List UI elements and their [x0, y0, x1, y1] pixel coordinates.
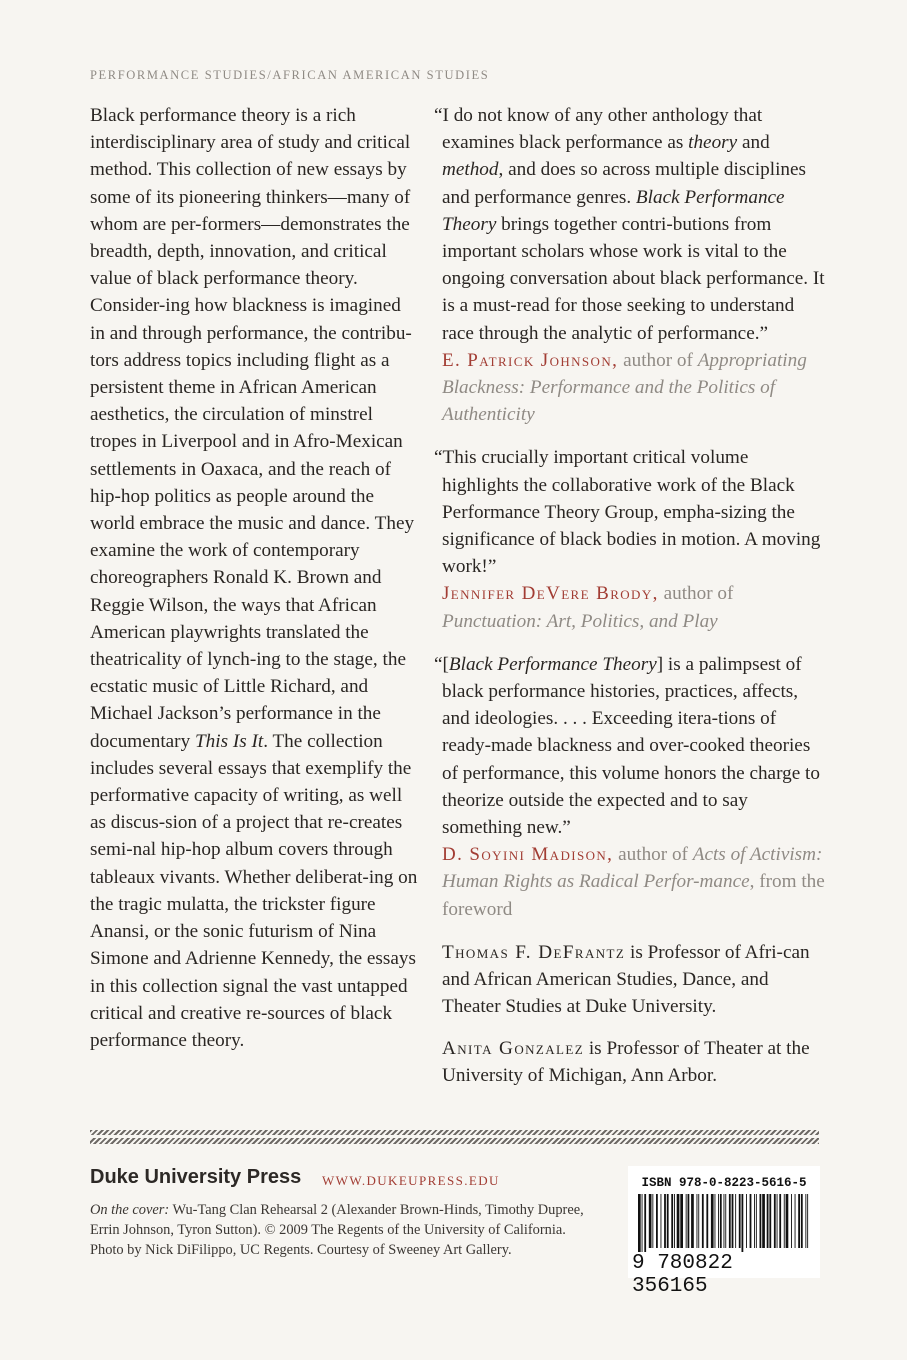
blurb-brody [434, 444, 829, 634]
barcode-bar [674, 1194, 675, 1248]
category-label: PERFORMANCE STUDIES/AFRICAN AMERICAN STUDIES [90, 68, 490, 82]
cover-credit-label: On the cover: [90, 1202, 170, 1218]
barcode-bar [671, 1194, 673, 1248]
blurb-book: Acts of Activism: Human Rights as Radical Perfor-mance [442, 844, 823, 893]
barcode-bar [769, 1194, 771, 1248]
barcode-bar [718, 1194, 719, 1248]
publisher-name: Duke University Press [90, 1166, 302, 1188]
blurb-quote: “[Black Performance Theory] is a palimpsest of black performance histories, practices, affects, and ideologies. . . . Exceeding itera-tions of ready-made blackness and over-cooked theories of performance, this volume honors the charge to theorize outside the expected and to say something new.” [434, 653, 820, 839]
editor-bio-defrantz: Thomas F. DeFrantz is Professor of Afri-can and African American Studies, Dance, and Theater Studies at Duke University. [442, 941, 810, 1018]
barcode-bar [661, 1194, 662, 1248]
decorative-divider [90, 1130, 819, 1144]
barcode-bar [697, 1194, 698, 1248]
barcode-bar [756, 1194, 757, 1248]
barcode-bar [729, 1194, 731, 1248]
barcode-bar [652, 1194, 653, 1248]
barcode-bar [664, 1194, 666, 1248]
barcode-bar [779, 1194, 781, 1248]
editor-name: Anita Gonzalez [442, 1037, 585, 1059]
blurb-attribution: Jennifer DeVere Brody, author of Punctuation: Art, Politics, and Play [442, 583, 734, 632]
blurb-attribution: D. Soyini Madison, author of Acts of Activism: Human Rights as Radical Perfor-mance, from the foreword [442, 844, 825, 920]
editor-bio-gonzalez: Anita Gonzalez is Professor of Theater at the University of Michigan, Ann Arbor. [442, 1037, 810, 1086]
barcode-bar [774, 1194, 776, 1248]
barcode-bar [724, 1194, 725, 1248]
barcode-bar [807, 1194, 808, 1248]
barcode-bar [754, 1194, 755, 1248]
barcode-bar [805, 1194, 806, 1248]
barcode-bar [638, 1194, 641, 1252]
isbn-barcode [628, 1166, 820, 1298]
blurb-author: D. Soyini Madison, [442, 844, 614, 866]
barcode-bar [720, 1194, 722, 1248]
barcode-bar [702, 1194, 704, 1248]
blurb-author: E. Patrick Johnson, [442, 349, 619, 371]
barcode-bar [715, 1194, 716, 1248]
barcode-bar [642, 1194, 643, 1252]
barcode-bars [636, 1194, 812, 1252]
barcode-bar [791, 1194, 792, 1248]
blurb-johnson [434, 102, 829, 428]
barcode-bar [786, 1194, 789, 1248]
barcode-bar [767, 1194, 769, 1248]
isbn-number: ISBN 978-0-8223-5616-5 [641, 1176, 807, 1190]
barcode-bar [680, 1194, 683, 1248]
barcode-bar [711, 1194, 714, 1248]
description-paragraph: Black performance theory is a rich interdisciplinary area of study and critical method. This collection of new essays by some of its pioneering thinkers—many of whom are per-formers—demonstrates the breadth, depth, innovation, and critical value of black performance theory. Consider-ing how blackness is imagined in and through performance, the contribu-tors address topics including flight as a persistent theme in African American aesthetics, the circulation of minstrel tropes in Liverpool and in Afro-Mexican settlements in Oaxaca, and the reach of hip-hop politics as people around the world embrace the music and dance. They examine the work of contemporary choreographers Ronald K. Brown and Reggie Wilson, the ways that African American playwrights translated the theatricality of lynch-ing to the stage, the ecstatic music of Little Richard, and Michael Jackson’s performance in the documentary This Is It. The collection includes several essays that exemplify the performative capacity of writing, as well as discus-sion of a project that re-creates semi-nal hip-hop album covers through tableaux vivants. Whether deliberat-ing on the tragic mulatta, the trickster figure Anansi, or the sonic futurism of Nina Simone and Adrienne Kennedy, the essays in this collection signal the vast untapped critical and creative re-sources of black performance theory. [90, 105, 418, 1051]
blurb-book: Appropriating Blackness: Performance and the Politics of Authenticity [442, 349, 807, 426]
barcode-bar [691, 1194, 694, 1248]
endorsements-column [434, 102, 829, 1103]
barcode-bar [746, 1194, 747, 1248]
film-title: This Is It [194, 730, 264, 752]
barcode-digits: 9 780822 356165 [632, 1252, 733, 1298]
blurb-madison [434, 651, 829, 923]
barcode-bar [750, 1194, 752, 1248]
barcode-bar [784, 1194, 785, 1248]
publisher-website[interactable]: WWW.DUKEUPRESS.EDU [322, 1173, 500, 1188]
blurb-quote: “I do not know of any other anthology that examines black performance as theory and method, and does so across multiple disciplines and performance genres. Black Performance Theory brings together contri-butions from important scholars whose work is vital to the ongoing conversation about black performance. It is a must-read for those seeking to understand race through the analytic of performance.” [434, 105, 825, 344]
editor-name: Thomas F. DeFrantz [442, 941, 626, 963]
barcode-bar [739, 1194, 741, 1248]
blurb-quote: “This crucially important critical volume highlights the collaborative work of the Black Performance Theory Group, empha-sizing the significance of black bodies in motion. A moving work!” [434, 447, 821, 578]
book-description [90, 102, 420, 1054]
barcode-bar [795, 1194, 796, 1248]
barcode-bar [686, 1194, 687, 1248]
barcode-bar [732, 1194, 734, 1248]
barcode-bar [735, 1194, 736, 1248]
barcode-bar [688, 1194, 690, 1248]
barcode-bar [656, 1194, 658, 1248]
barcode-bar [742, 1194, 744, 1252]
blurb-author: Jennifer DeVere Brody, [442, 583, 659, 605]
barcode-bar [777, 1194, 778, 1248]
barcode-bar [698, 1194, 699, 1248]
barcode-bar [644, 1194, 646, 1252]
barcode-bar [760, 1194, 762, 1248]
barcode-bar [706, 1194, 708, 1248]
blurb-book: Punctuation: Art, Politics, and Play [442, 610, 718, 632]
barcode-bar [667, 1194, 669, 1248]
barcode-bar [762, 1194, 765, 1248]
barcode-bar [649, 1194, 652, 1248]
barcode-bar [677, 1194, 680, 1248]
barcode-bar [725, 1194, 726, 1248]
cover-credit: On the cover: Wu-Tang Clan Rehearsal 2 (Alexander Brown-Hinds, Timothy Dupree, Errin Johnson, Tyron Sutton). © 2009 The Regents of the University of California. Photo by Nick DiFilippo, UC Regents. Courtesy of Sweeney Art Gallery. [90, 1202, 584, 1258]
barcode-bar [798, 1194, 800, 1248]
barcode-bar [801, 1194, 803, 1248]
blurb-attribution: E. Patrick Johnson, author of Appropriating Blackness: Performance and the Politics of Authenticity [442, 349, 807, 426]
